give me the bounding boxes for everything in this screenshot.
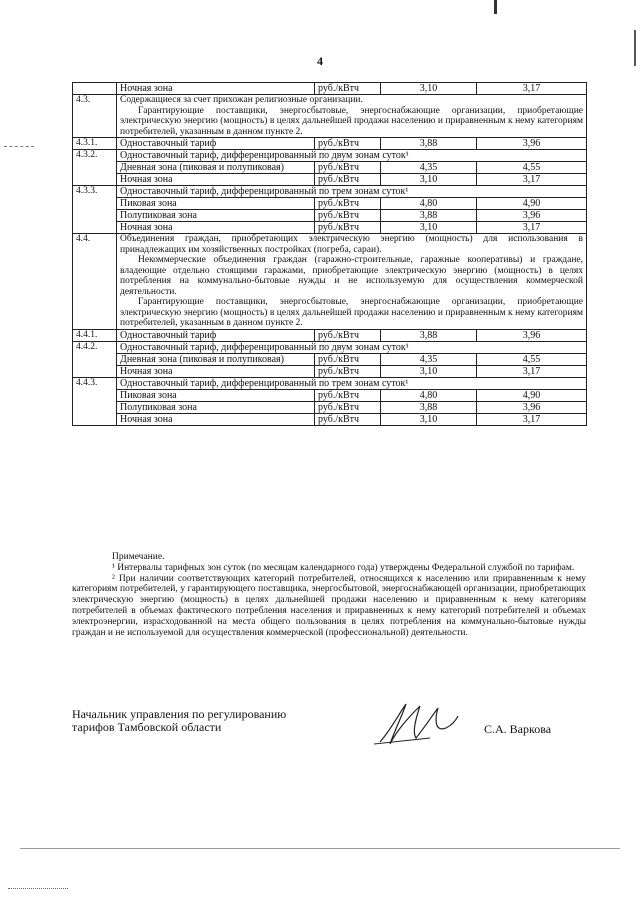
unit-cell: руб./кВтч — [315, 162, 381, 174]
row-number: 4.3.3. — [73, 186, 117, 234]
table-row — [73, 162, 587, 174]
table-row — [73, 413, 587, 425]
row-label: Полупиковая зона — [117, 401, 315, 413]
table-row — [73, 389, 587, 401]
row-number: 4.4.2. — [73, 341, 117, 377]
handwritten-signature — [372, 698, 462, 748]
value-cell: 3,88 — [381, 401, 477, 413]
row-label: Ночная зона — [117, 174, 315, 186]
row-label: Полупиковая зона — [117, 210, 315, 222]
signatory-position — [72, 708, 286, 734]
signatory-name: С.А. Варкова — [484, 722, 552, 736]
description-paragraph: Гарантирующие поставщики, энергосбытовые, энергоснабжающие организации, приобретающие электрическую энергию (мощность) в целях дальнейшей продажи населению и приравненным к нему категориям потребителей, указанным в данном пункте 2. — [120, 297, 583, 328]
table-row — [73, 353, 587, 365]
table-row — [73, 365, 587, 377]
row-number — [73, 83, 117, 95]
row-label: Одноставочный тариф, дифференцированный по двум зонам суток¹ — [117, 341, 587, 353]
value-cell: 3,10 — [381, 222, 477, 234]
unit-cell: руб./кВтч — [315, 365, 381, 377]
unit-cell: руб./кВтч — [315, 353, 381, 365]
value-cell: 3,88 — [381, 329, 477, 341]
value-cell: 3,96 — [477, 138, 587, 150]
table-row — [73, 377, 587, 389]
value-cell: 3,96 — [477, 329, 587, 341]
position-line: тарифов Тамбовской области — [72, 720, 222, 734]
row-number: 4.3.1. — [73, 138, 117, 150]
row-number: 4.4.3. — [73, 377, 117, 425]
value-cell: 4,90 — [477, 198, 587, 210]
table-row — [73, 138, 587, 150]
scan-mark — [4, 146, 34, 148]
value-cell: 3,96 — [477, 401, 587, 413]
table-row — [73, 198, 587, 210]
row-description — [117, 95, 587, 138]
unit-cell: руб./кВтч — [315, 222, 381, 234]
row-label: Одноставочный тариф — [117, 138, 315, 150]
row-description — [117, 234, 587, 330]
description-paragraph: Объединения граждан, приобретающих электрическую энергию (мощность) для использования в принадлежащих им хозяйственных постройках (погреба, сараи). — [120, 234, 583, 255]
value-cell: 3,10 — [381, 365, 477, 377]
row-label: Одноставочный тариф — [117, 329, 315, 341]
page-number: 4 — [317, 54, 323, 68]
row-number: 4.3. — [73, 95, 117, 138]
scan-mark — [8, 888, 68, 890]
notes-header: Примечание. — [112, 552, 165, 562]
table-row — [73, 401, 587, 413]
table-row — [73, 83, 587, 95]
row-label: Ночная зона — [117, 413, 315, 425]
value-cell: 4,55 — [477, 162, 587, 174]
table-row — [73, 222, 587, 234]
row-number: 4.4.1. — [73, 329, 117, 341]
value-cell: 3,10 — [381, 83, 477, 95]
value-cell: 3,17 — [477, 174, 587, 186]
table-row — [73, 186, 587, 198]
table-row — [73, 341, 587, 353]
value-cell: 3,17 — [477, 365, 587, 377]
value-cell: 3,88 — [381, 138, 477, 150]
value-cell: 3,10 — [381, 174, 477, 186]
row-label: Ночная зона — [117, 222, 315, 234]
value-cell: 3,17 — [477, 83, 587, 95]
description-paragraph: Некоммерческие объединения граждан (гаражно-строительные, гаражные кооперативы) и граждане, владеющие отдельно стоящими гаражами, приобретающие электрическую энергию (мощность) в целях потребления на коммунально-бытовые нужды и не используемую для осуществления коммерческой деятельности. — [120, 255, 583, 297]
value-cell: 4,80 — [381, 389, 477, 401]
unit-cell: руб./кВтч — [315, 413, 381, 425]
table-row — [73, 150, 587, 162]
table-row — [73, 329, 587, 341]
footnote-1: ¹ Интервалы тарифных зон суток (по месяцам календарного года) утверждены Федеральной службой по тарифам. — [112, 562, 575, 573]
row-label: Одноставочный тариф, дифференцированный по трем зонам суток¹ — [117, 377, 587, 389]
description-paragraph: Гарантирующие поставщики, энергосбытовые, энергоснабжающие организации, приобретающие электрическую энергию (мощность) в целях дальнейшей продажи населению и приравненным к нему категориям потребителей, указанным в данном пункте 2. — [120, 105, 583, 137]
position-line: Начальник управления по регулированию — [72, 707, 287, 721]
value-cell: 4,80 — [381, 198, 477, 210]
table-row — [73, 95, 587, 138]
table-row — [73, 174, 587, 186]
unit-cell: руб./кВтч — [315, 138, 381, 150]
divider — [20, 848, 620, 849]
value-cell: 4,55 — [477, 353, 587, 365]
description-paragraph: Содержащиеся за счет прихожан религиозные организации. — [120, 95, 363, 105]
value-cell: 4,35 — [381, 353, 477, 365]
value-cell: 3,96 — [477, 210, 587, 222]
row-number: 4.3.2. — [73, 150, 117, 186]
unit-cell: руб./кВтч — [315, 401, 381, 413]
unit-cell: руб./кВтч — [315, 83, 381, 95]
unit-cell: руб./кВтч — [315, 174, 381, 186]
value-cell: 3,10 — [381, 413, 477, 425]
unit-cell: руб./кВтч — [315, 329, 381, 341]
row-label: Пиковая зона — [117, 389, 315, 401]
unit-cell: руб./кВтч — [315, 198, 381, 210]
value-cell: 4,35 — [381, 162, 477, 174]
row-label: Пиковая зона — [117, 198, 315, 210]
value-cell: 3,17 — [477, 413, 587, 425]
row-label: Одноставочный тариф, дифференцированный по трем зонам суток¹ — [117, 186, 587, 198]
footnote-2: ² При наличии соответствующих категорий потребителей, относящихся к населению или приравненным к нему категориям потребителей, у гарантирующего поставщика, энергосбытовой, энергоснабжающей организации, приобретающих электрическую энергию (мощность) в целях дальнейшей продажи населению и приравненным к нему категориям потребителей в объемах фактического потребления населения и приравненных к нему категорий потребителей и объемах электроэнергии, израсходованной на места общего пользования в целях потребления на коммунально-бытовые нужды граждан и не используемой для осуществления коммерческой (профессиональной) деятельности. — [72, 573, 586, 638]
row-label: Одноставочный тариф, дифференцированный по двум зонам суток¹ — [117, 150, 587, 162]
unit-cell: руб./кВтч — [315, 389, 381, 401]
value-cell: 3,17 — [477, 222, 587, 234]
notes — [72, 552, 586, 638]
scan-mark — [494, 0, 497, 14]
tariff-table — [72, 82, 587, 426]
value-cell: 3,88 — [381, 210, 477, 222]
row-label: Ночная зона — [117, 83, 315, 95]
table-row — [73, 210, 587, 222]
value-cell: 4,90 — [477, 389, 587, 401]
row-label: Ночная зона — [117, 365, 315, 377]
unit-cell: руб./кВтч — [315, 210, 381, 222]
table-row — [73, 234, 587, 330]
row-label: Дневная зона (пиковая и полупиковая) — [117, 353, 315, 365]
row-number: 4.4. — [73, 234, 117, 330]
row-label: Дневная зона (пиковая и полупиковая) — [117, 162, 315, 174]
